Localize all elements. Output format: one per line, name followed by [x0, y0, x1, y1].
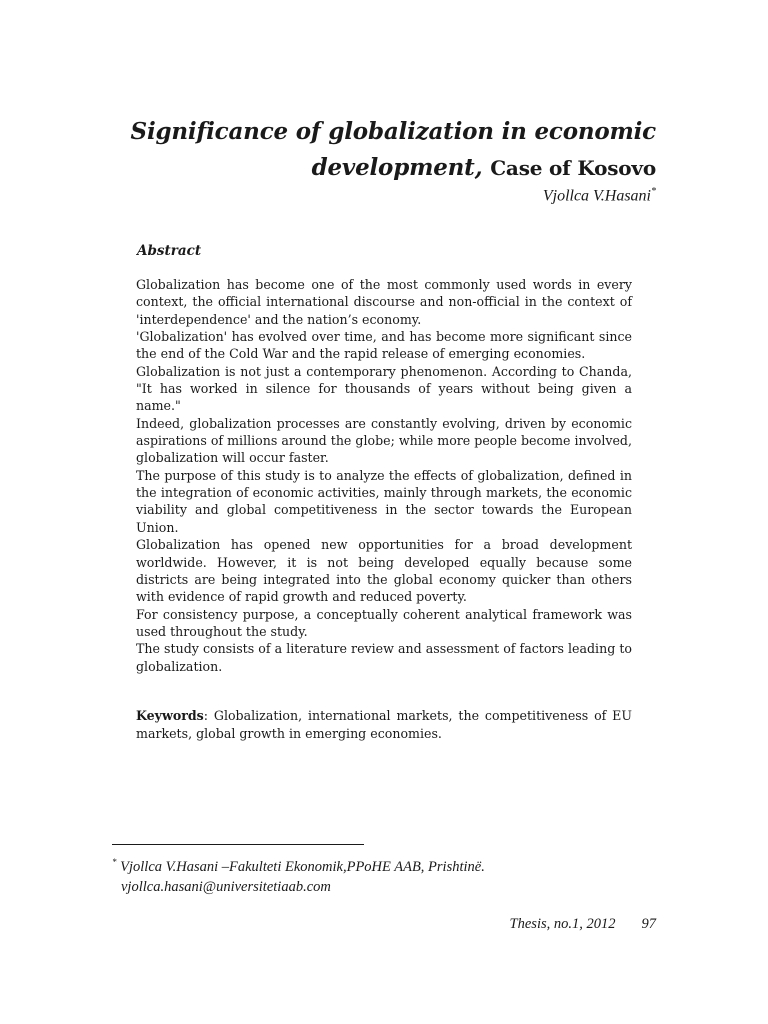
- footnote-email: vjollca.hasani@universitetiaab.com: [121, 878, 331, 895]
- keywords-text: : Globalization, international markets, the competitiveness of EU markets, global growth in emerging economies.: [136, 708, 632, 741]
- abstract-body: [136, 276, 632, 675]
- title-line-1: Significance of globalization in economic: [130, 118, 656, 145]
- journal-citation: Thesis, no.1, 2012: [509, 916, 616, 932]
- footnote-affiliation: Vjollca V.Hasani –Fakulteti Ekonomik,PPoHE AAB, Prishtinë.: [116, 858, 485, 875]
- abstract-paragraph: 'Globalization' has evolved over time, and has become more significant since the end of the Cold War and the rapid release of emerging economies.: [136, 329, 632, 362]
- title-subtitle: Case of Kosovo: [490, 156, 656, 180]
- page-footer: [510, 916, 656, 933]
- abstract-paragraph: Indeed, globalization processes are constantly evolving, driven by economic aspirations of millions around the globe; while more people become involved, globalization will occur faster.: [136, 415, 632, 466]
- abstract-paragraph: The study consists of a literature review and assessment of factors leading to globalization.: [136, 641, 632, 674]
- author-name-text: Vjollca V.Hasani: [542, 187, 651, 205]
- paper-title: [131, 114, 656, 186]
- abstract-paragraph: Globalization has become one of the most commonly used words in every context, the official international discourse and non-official in the context of 'interdependence' and the nation’s economy.: [136, 277, 632, 327]
- footnote-mark: *: [112, 857, 117, 867]
- author-footnote-mark: *: [651, 186, 656, 197]
- abstract-paragraph: The purpose of this study is to analyze the effects of globalization, defined in the integration of economic activities, mainly through markets, the economic viability and global competitiveness in the sector towards the European Union.: [136, 467, 632, 535]
- abstract-heading: Abstract: [137, 243, 202, 259]
- abstract-paragraph: Globalization is not just a contemporary phenomenon. According to Chanda, "It has worked in silence for thousands of years without being given a name.": [136, 363, 632, 414]
- footnote-divider: [112, 844, 364, 845]
- abstract-paragraph: Globalization has opened new opportunities for a broad development worldwide. However, it is not being developed equally because some districts are being integrated into the global economy quicker than others with evidence of rapid growth and reduced poverty.: [136, 537, 632, 605]
- abstract-paragraph: For consistency purpose, a conceptually coherent analytical framework was used throughout the study.: [136, 606, 632, 639]
- keywords: [136, 707, 632, 742]
- title-line-2: [131, 150, 656, 186]
- keywords-label: Keywords: [136, 708, 204, 723]
- page-number: 97: [641, 916, 656, 932]
- author-name: [543, 186, 656, 205]
- title-line-2-text: development,: [311, 154, 483, 181]
- footnote: [112, 852, 572, 897]
